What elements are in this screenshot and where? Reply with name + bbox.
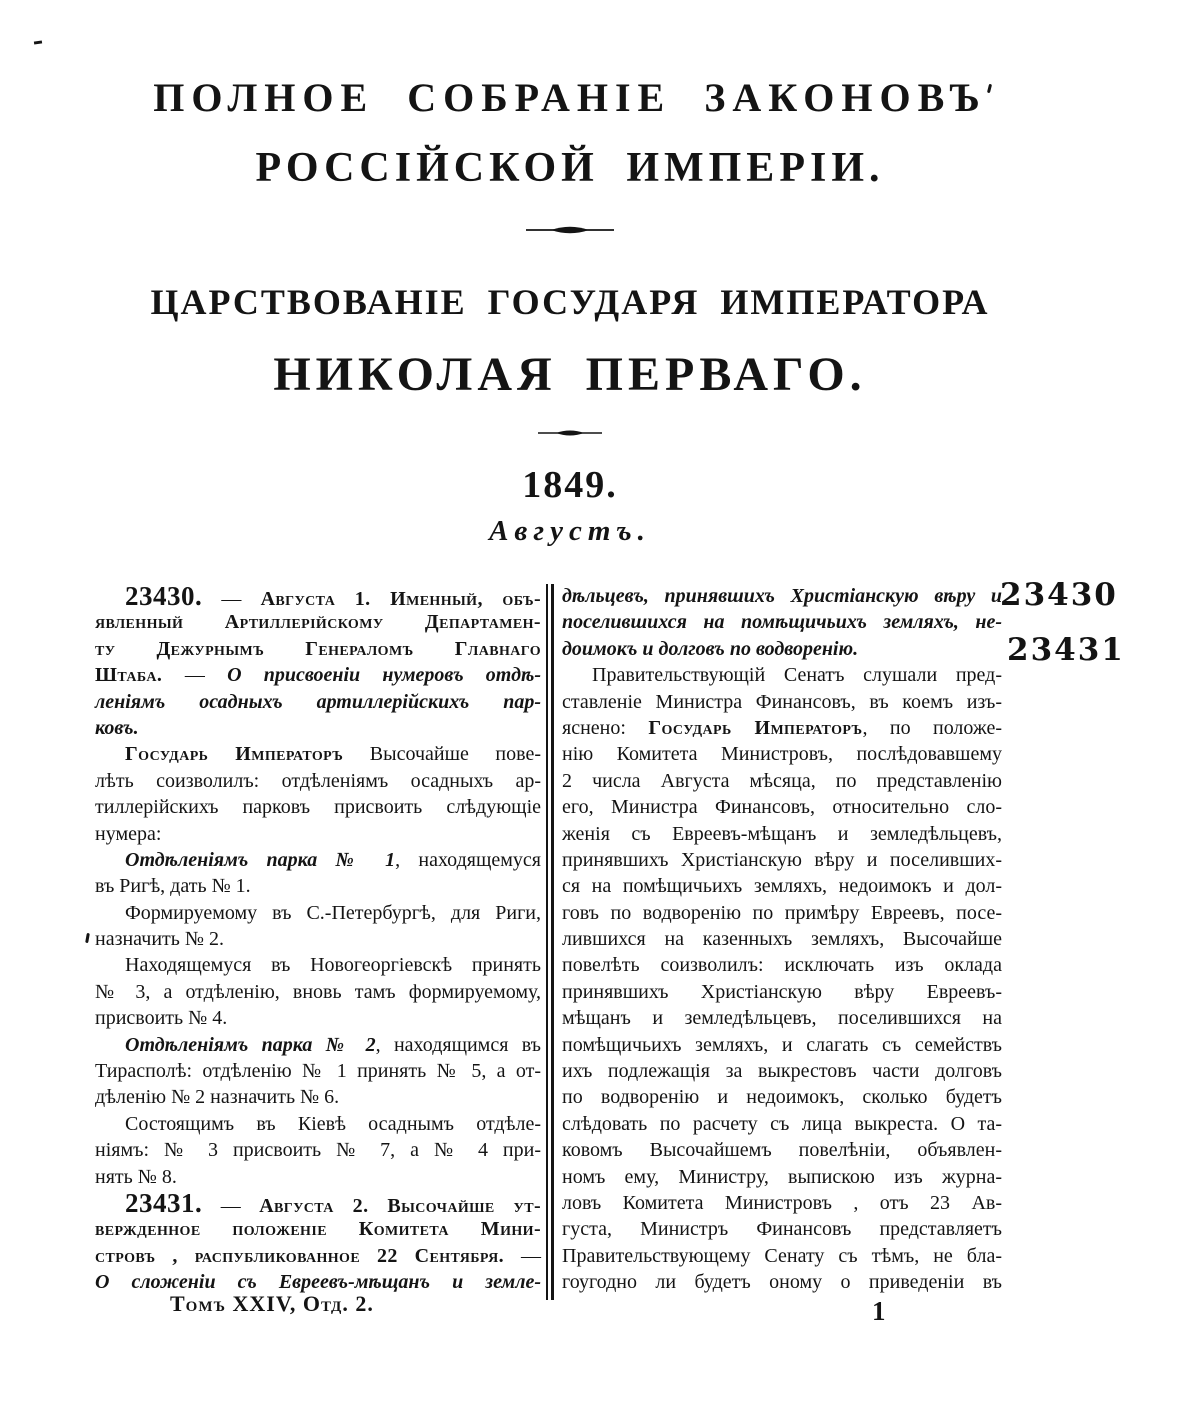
text-run: 23430. — [125, 581, 203, 611]
text-line — [95, 847, 541, 873]
text-line — [95, 821, 541, 847]
left-text-column — [95, 583, 541, 1296]
text-run: нять № 8. — [95, 1165, 177, 1188]
text-run: Высочайше пове- — [343, 743, 541, 766]
text-run: ніямъ: № 3 присвоить № 7, а № 4 при- — [95, 1139, 541, 1162]
text-line — [95, 794, 541, 820]
text-run: — — [184, 664, 228, 687]
text-run: нумера: — [95, 822, 162, 845]
text-line — [562, 1164, 1002, 1190]
text-run: Государь Императоръ — [648, 716, 863, 739]
text-line — [562, 900, 1002, 926]
text-run: 2 числа Августа мѣсяца, по представленію — [562, 769, 1002, 792]
text-run: номъ ему, Министру, выпискою изъ журна- — [562, 1165, 1002, 1188]
text-line — [95, 952, 541, 978]
month-heading: Августъ. — [489, 515, 651, 547]
text-run: стровъ , распубликованное 22 Сентября. — [95, 1244, 521, 1267]
text-run: Находящемуся въ Новогеоргіевскѣ принять — [125, 954, 541, 977]
text-run: ту Дежурнымъ Генераломъ Главнаго — [95, 637, 541, 660]
text-line — [562, 1190, 1002, 1216]
text-run: ставленіе Министра Финансовъ, въ коемъ изъ- — [562, 690, 1002, 713]
text-run: ковъ. — [95, 716, 139, 739]
text-run: говъ по водворенію по примѣру Евреевъ, посе- — [562, 901, 1002, 924]
text-line — [562, 689, 1002, 715]
text-run: гоугодно ли будетъ оному о приведеніи въ — [562, 1271, 1002, 1294]
text-run: № 3, а отдѣленію, вновь тамъ формируемому, — [95, 980, 541, 1003]
spindle-ornament-icon — [538, 428, 602, 438]
text-run: , по положе- — [862, 716, 1002, 739]
text-run: яснено: — [562, 716, 649, 739]
text-run: густа, Министръ Финансовъ представляетъ — [562, 1218, 1002, 1241]
text-line — [95, 1137, 541, 1163]
year-heading: 1849. — [522, 464, 618, 506]
text-run: ся на помѣщичьихъ земляхъ, недоимокъ и дол- — [562, 875, 1002, 898]
text-run: леніямъ осадныхъ артиллерійскихъ пар- — [95, 690, 541, 713]
text-run: дѣльцевъ, принявшихъ Христіанскую вѣру и — [562, 585, 1002, 607]
text-run: по водворенію и недоимокъ, сколько будетъ — [562, 1086, 1002, 1109]
main-title-line1: ПОЛНОЕ СОБРАНІЕ ЗАКОНОВЪ — [153, 75, 987, 120]
text-line — [562, 583, 1002, 609]
text-line — [562, 1032, 1002, 1058]
text-line — [562, 1243, 1002, 1269]
text-run: , находящимся въ — [375, 1033, 541, 1056]
text-run: — — [202, 588, 261, 610]
text-run: ловъ Комитета Министровъ , отъ 23 Ав- — [562, 1191, 1002, 1214]
text-run: ковомъ Высочайшемъ повелѣніи, объявлен- — [562, 1139, 1002, 1162]
text-run: женія съ Евреевъ-мѣщанъ и земледѣльцевъ, — [562, 822, 1002, 845]
text-line — [562, 1058, 1002, 1084]
right-text-column — [562, 583, 1002, 1296]
text-line — [95, 768, 541, 794]
main-title-line2: РОССІЙСКОЙ ИМПЕРІИ. — [255, 145, 885, 191]
text-line — [562, 609, 1002, 635]
text-run: — — [202, 1194, 260, 1217]
page-number: 1 — [872, 1296, 886, 1326]
column-divider-rule — [546, 584, 554, 1300]
text-run: тиллерійскихъ парковъ присвоить слѣдующіе — [95, 796, 541, 819]
text-run: Штаба. — [95, 664, 185, 687]
text-run: лившихся на казенныхъ земляхъ, Высочайше — [562, 928, 1002, 951]
text-run: дѣленію № 2 назначить № 6. — [95, 1086, 340, 1109]
text-line — [562, 715, 1002, 741]
text-run: поселившихся на помѣщичьихъ земляхъ, не- — [562, 611, 1002, 634]
text-run: слѣдовать по расчету съ лица выкреста. О та- — [562, 1112, 1002, 1135]
text-line — [562, 847, 1002, 873]
text-run: лѣть соизволилъ: отдѣленіямъ осадныхъ ар- — [95, 769, 541, 792]
text-line — [95, 900, 541, 926]
text-run: помѣщичьихъ земляхъ, и слагать съ семействъ — [562, 1033, 1002, 1056]
text-line — [95, 636, 541, 662]
text-line — [95, 873, 541, 899]
text-line — [562, 768, 1002, 794]
text-run: явленный Артиллерійскому Департамен- — [95, 611, 541, 634]
text-line — [95, 926, 541, 952]
text-line — [95, 1111, 541, 1137]
text-line — [95, 1032, 541, 1058]
reign-title-line1: ЦАРСТВОВАНІЕ ГОСУДАРЯ ИМПЕРАТОРА — [150, 282, 990, 322]
text-run: , находящемуся — [395, 848, 541, 871]
text-line — [562, 1111, 1002, 1137]
text-line — [95, 609, 541, 635]
margin-article-number-23430: 23430 — [1000, 577, 1118, 613]
text-run: Августа 1. Именный, объ- — [260, 588, 541, 610]
text-run: нію Комитета Министровъ, послѣдовавшему — [562, 743, 1002, 766]
text-run: Формируемому въ С.-Петербургѣ, для Риги, — [125, 901, 541, 924]
text-line — [95, 741, 541, 767]
text-line — [562, 873, 1002, 899]
text-line — [562, 952, 1002, 978]
text-run: ихъ подлежащія за выкрестовъ части долговъ — [562, 1060, 1002, 1083]
volume-footer: Томъ XXIV, Отд. 2. — [170, 1291, 374, 1316]
text-line — [562, 1005, 1002, 1031]
text-run: Отдѣленіямъ парка № 2 — [125, 1033, 376, 1056]
text-line — [562, 1084, 1002, 1110]
text-line — [95, 583, 541, 609]
text-run: Правительствующему Сенату съ тѣмъ, не бла- — [562, 1244, 1002, 1267]
text-run: О присвоеніи нумеровъ отдѣ- — [227, 664, 542, 687]
margin-article-number-23431: 23431 — [1007, 632, 1125, 668]
text-line — [95, 1164, 541, 1190]
text-run: Состоящимъ въ Кіевѣ осаднымъ отдѣле- — [125, 1112, 541, 1135]
text-run: принявшихъ Христіанскую вѣру и поселивших- — [562, 848, 1002, 871]
text-line — [95, 1005, 541, 1031]
text-line — [562, 979, 1002, 1005]
text-line — [562, 1269, 1002, 1295]
text-line — [562, 662, 1002, 688]
text-line — [95, 1216, 541, 1242]
text-line — [95, 689, 541, 715]
text-line — [562, 636, 1002, 662]
text-line — [562, 926, 1002, 952]
text-line — [95, 715, 541, 741]
text-line — [95, 662, 541, 688]
text-run: О сложеніи съ Евреевъ-мѣщанъ и земле- — [95, 1271, 541, 1294]
text-run: — — [521, 1244, 541, 1267]
text-run: назначить № 2. — [95, 928, 224, 951]
text-line — [562, 1216, 1002, 1242]
text-run: 23431. — [125, 1187, 203, 1218]
scan-speck — [85, 933, 90, 943]
text-line — [95, 1187, 542, 1218]
text-line — [95, 1084, 541, 1110]
divider-ornament-top — [0, 221, 1140, 239]
text-line — [562, 794, 1002, 820]
text-run: доимокъ и долговъ по водворенію. — [562, 637, 859, 660]
text-line — [95, 1243, 541, 1269]
text-run: повелѣть соизволилъ: исключать изъ оклада — [562, 954, 1002, 977]
divider-ornament-middle — [0, 424, 1140, 442]
text-run: Августа 2. Высочайше ут- — [259, 1194, 542, 1217]
text-line — [562, 741, 1002, 767]
text-run: его, Министра Финансовъ, относительно сло- — [562, 796, 1002, 819]
spindle-ornament-icon — [526, 224, 614, 236]
scan-speck — [34, 40, 42, 44]
text-line — [95, 1058, 541, 1084]
text-run: въ Ригѣ, дать № 1. — [95, 875, 251, 898]
text-run: присвоить № 4. — [95, 1007, 228, 1030]
text-line — [562, 821, 1002, 847]
text-run: принявшихъ Христіанскую вѣру Евреевъ- — [562, 980, 1002, 1003]
text-run: Государь Императоръ — [125, 743, 344, 766]
reign-title-line2: НИКОЛАЯ ПЕРВАГО. — [273, 348, 867, 401]
text-line — [562, 1137, 1002, 1163]
text-run: Правительствующій Сенатъ слушали пред- — [592, 664, 1002, 687]
text-run: вержденное положеніе Комитета Мини- — [95, 1218, 541, 1241]
text-line — [95, 979, 541, 1005]
text-run: Отдѣленіямъ парка № 1 — [125, 848, 396, 871]
text-run: Тирасполѣ: отдѣленію № 1 принять № 5, а от- — [95, 1060, 541, 1083]
text-run: мѣщанъ и земледѣльцевъ, поселившихся на — [562, 1007, 1002, 1030]
